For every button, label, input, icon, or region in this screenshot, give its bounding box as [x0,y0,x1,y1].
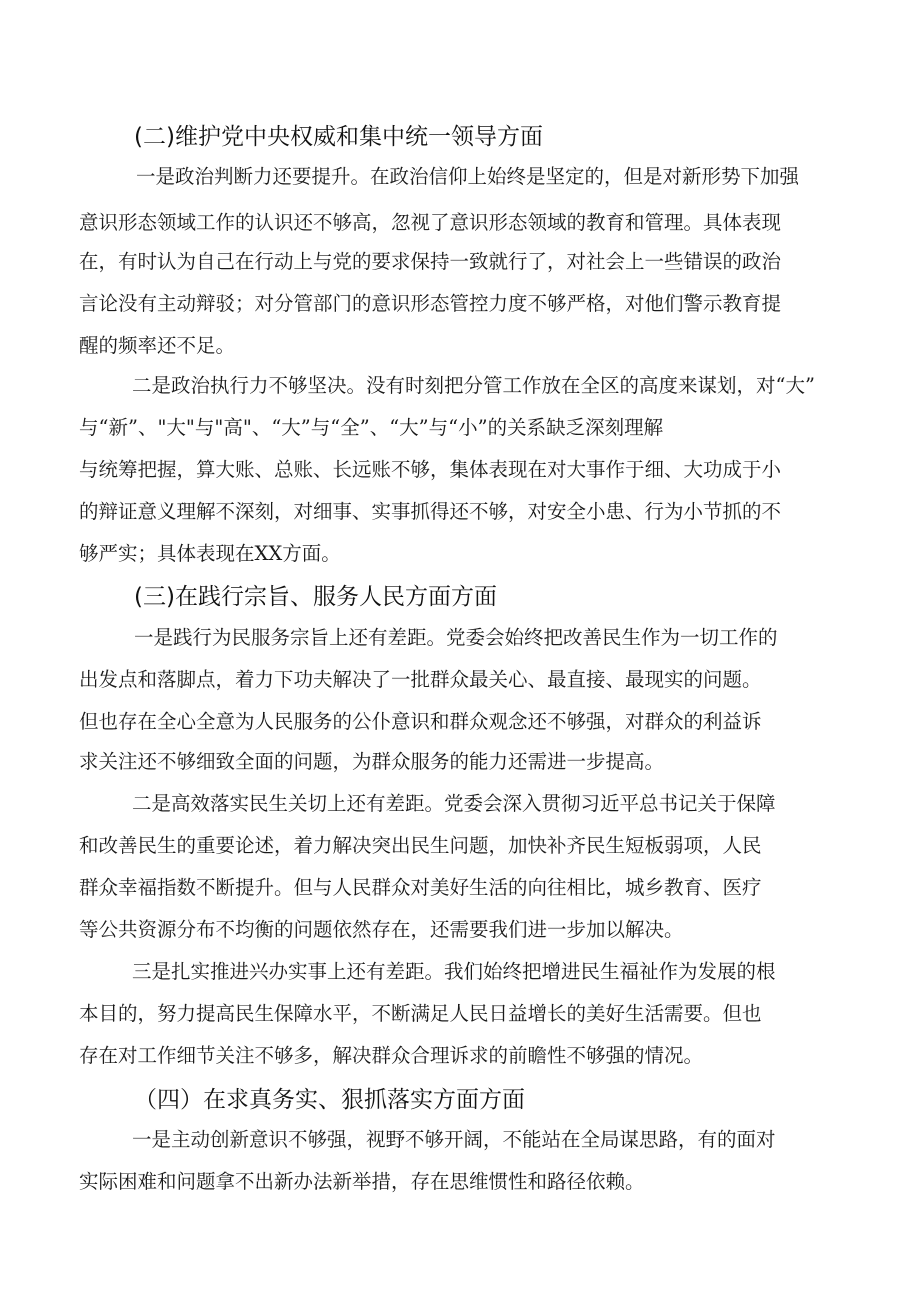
paragraph-line: 出发点和落脚点，着力下功夫解决了一批群众最关心、最直接、最现实的问题。 [79,668,762,691]
paragraph-line: 言论没有主动辩驳；对分管部门的意识形态管控力度不够严格，对他们警示教育提 [79,292,782,315]
paragraph-line: 群众幸福指数不断提升。但与人民群众对美好生活的向往相比，城乡教育、医疗 [79,876,762,899]
paragraph-line: 实际困难和问题拿不出新办法新举措，存在思维惯性和路径依赖。 [79,1170,645,1193]
paragraph-line: 二是高效落实民生关切上还有差距。党委会深入贯彻习近平总书记关于保障 [132,792,776,815]
paragraph-line: 醒的频率还不足。 [79,334,236,357]
paragraph-line: 意识形态领域工作的认识还不够高，忽视了意识形态领域的教育和管理。具体表现 [79,211,782,234]
paragraph-line: 一是主动创新意识不够强，视野不够开阔，不能站在全局谋思路，有的面对 [132,1128,776,1151]
paragraph-line: 与统筹把握，算大账、总账、长远账不够，集体表现在对大事作于细、大功成于小 [79,458,782,481]
paragraph-line: 在，有时认为自己在行动上与党的要求保持一致就行了，对社会上一些错误的政治 [79,250,782,273]
paragraph-line: 但也存在全心全意为人民服务的公仆意识和群众观念还不够强，对群众的利益诉 [79,710,762,733]
paragraph-line: 一是践行为民服务宗旨上还有差距。党委会始终把改善民生作为一切工作的 [134,626,778,649]
paragraph-line: 的辩证意义理解不深刻，对细事、实事抓得还不够，对安全小患、行为小节抓的不 [79,500,782,523]
section-heading-3: (三)在践行宗旨、服务人民方面方面 [134,584,497,610]
paragraph-line: 够严实；具体表现在XX方面。 [79,542,341,565]
section-heading-4: （四）在求真务实、狠抓落实方面方面 [134,1087,525,1113]
paragraph-line: 和改善民生的重要论述，着力解决突出民生问题，加快补齐民生短板弱项，人民 [79,834,762,857]
paragraph-line: 一是政治判断力还要提升。在政治信仰上始终是坚定的，但是对新形势下加强 [136,165,800,188]
section-heading-2: (二)维护党中央权威和集中统一领导方面 [134,124,543,150]
paragraph-line: 本目的，努力提高民生保障水平，不断满足人民日益增长的美好生活需要。但也 [79,1002,762,1025]
paragraph-line: 三是扎实推进兴办实事上还有差距。我们始终把增进民生福祉作为发展的根 [132,960,776,983]
paragraph-line: 与“新”、"大"与"高"、“大”与“全”、“大”与“小”的关系缺乏深刻理解 [79,416,664,439]
paragraph-line: 求关注还不够细致全面的问题，为群众服务的能力还需进一步提高。 [79,750,665,773]
paragraph-line: 二是政治执行力不够坚决。没有时刻把分管工作放在全区的高度来谋划，对“大” [132,374,815,397]
paragraph-line: 等公共资源分布不均衡的问题依然存在，还需要我们进一步加以解决。 [79,918,684,941]
paragraph-line: 存在对工作细节关注不够多，解决群众合理诉求的前瞻性不够强的情况。 [79,1044,704,1067]
